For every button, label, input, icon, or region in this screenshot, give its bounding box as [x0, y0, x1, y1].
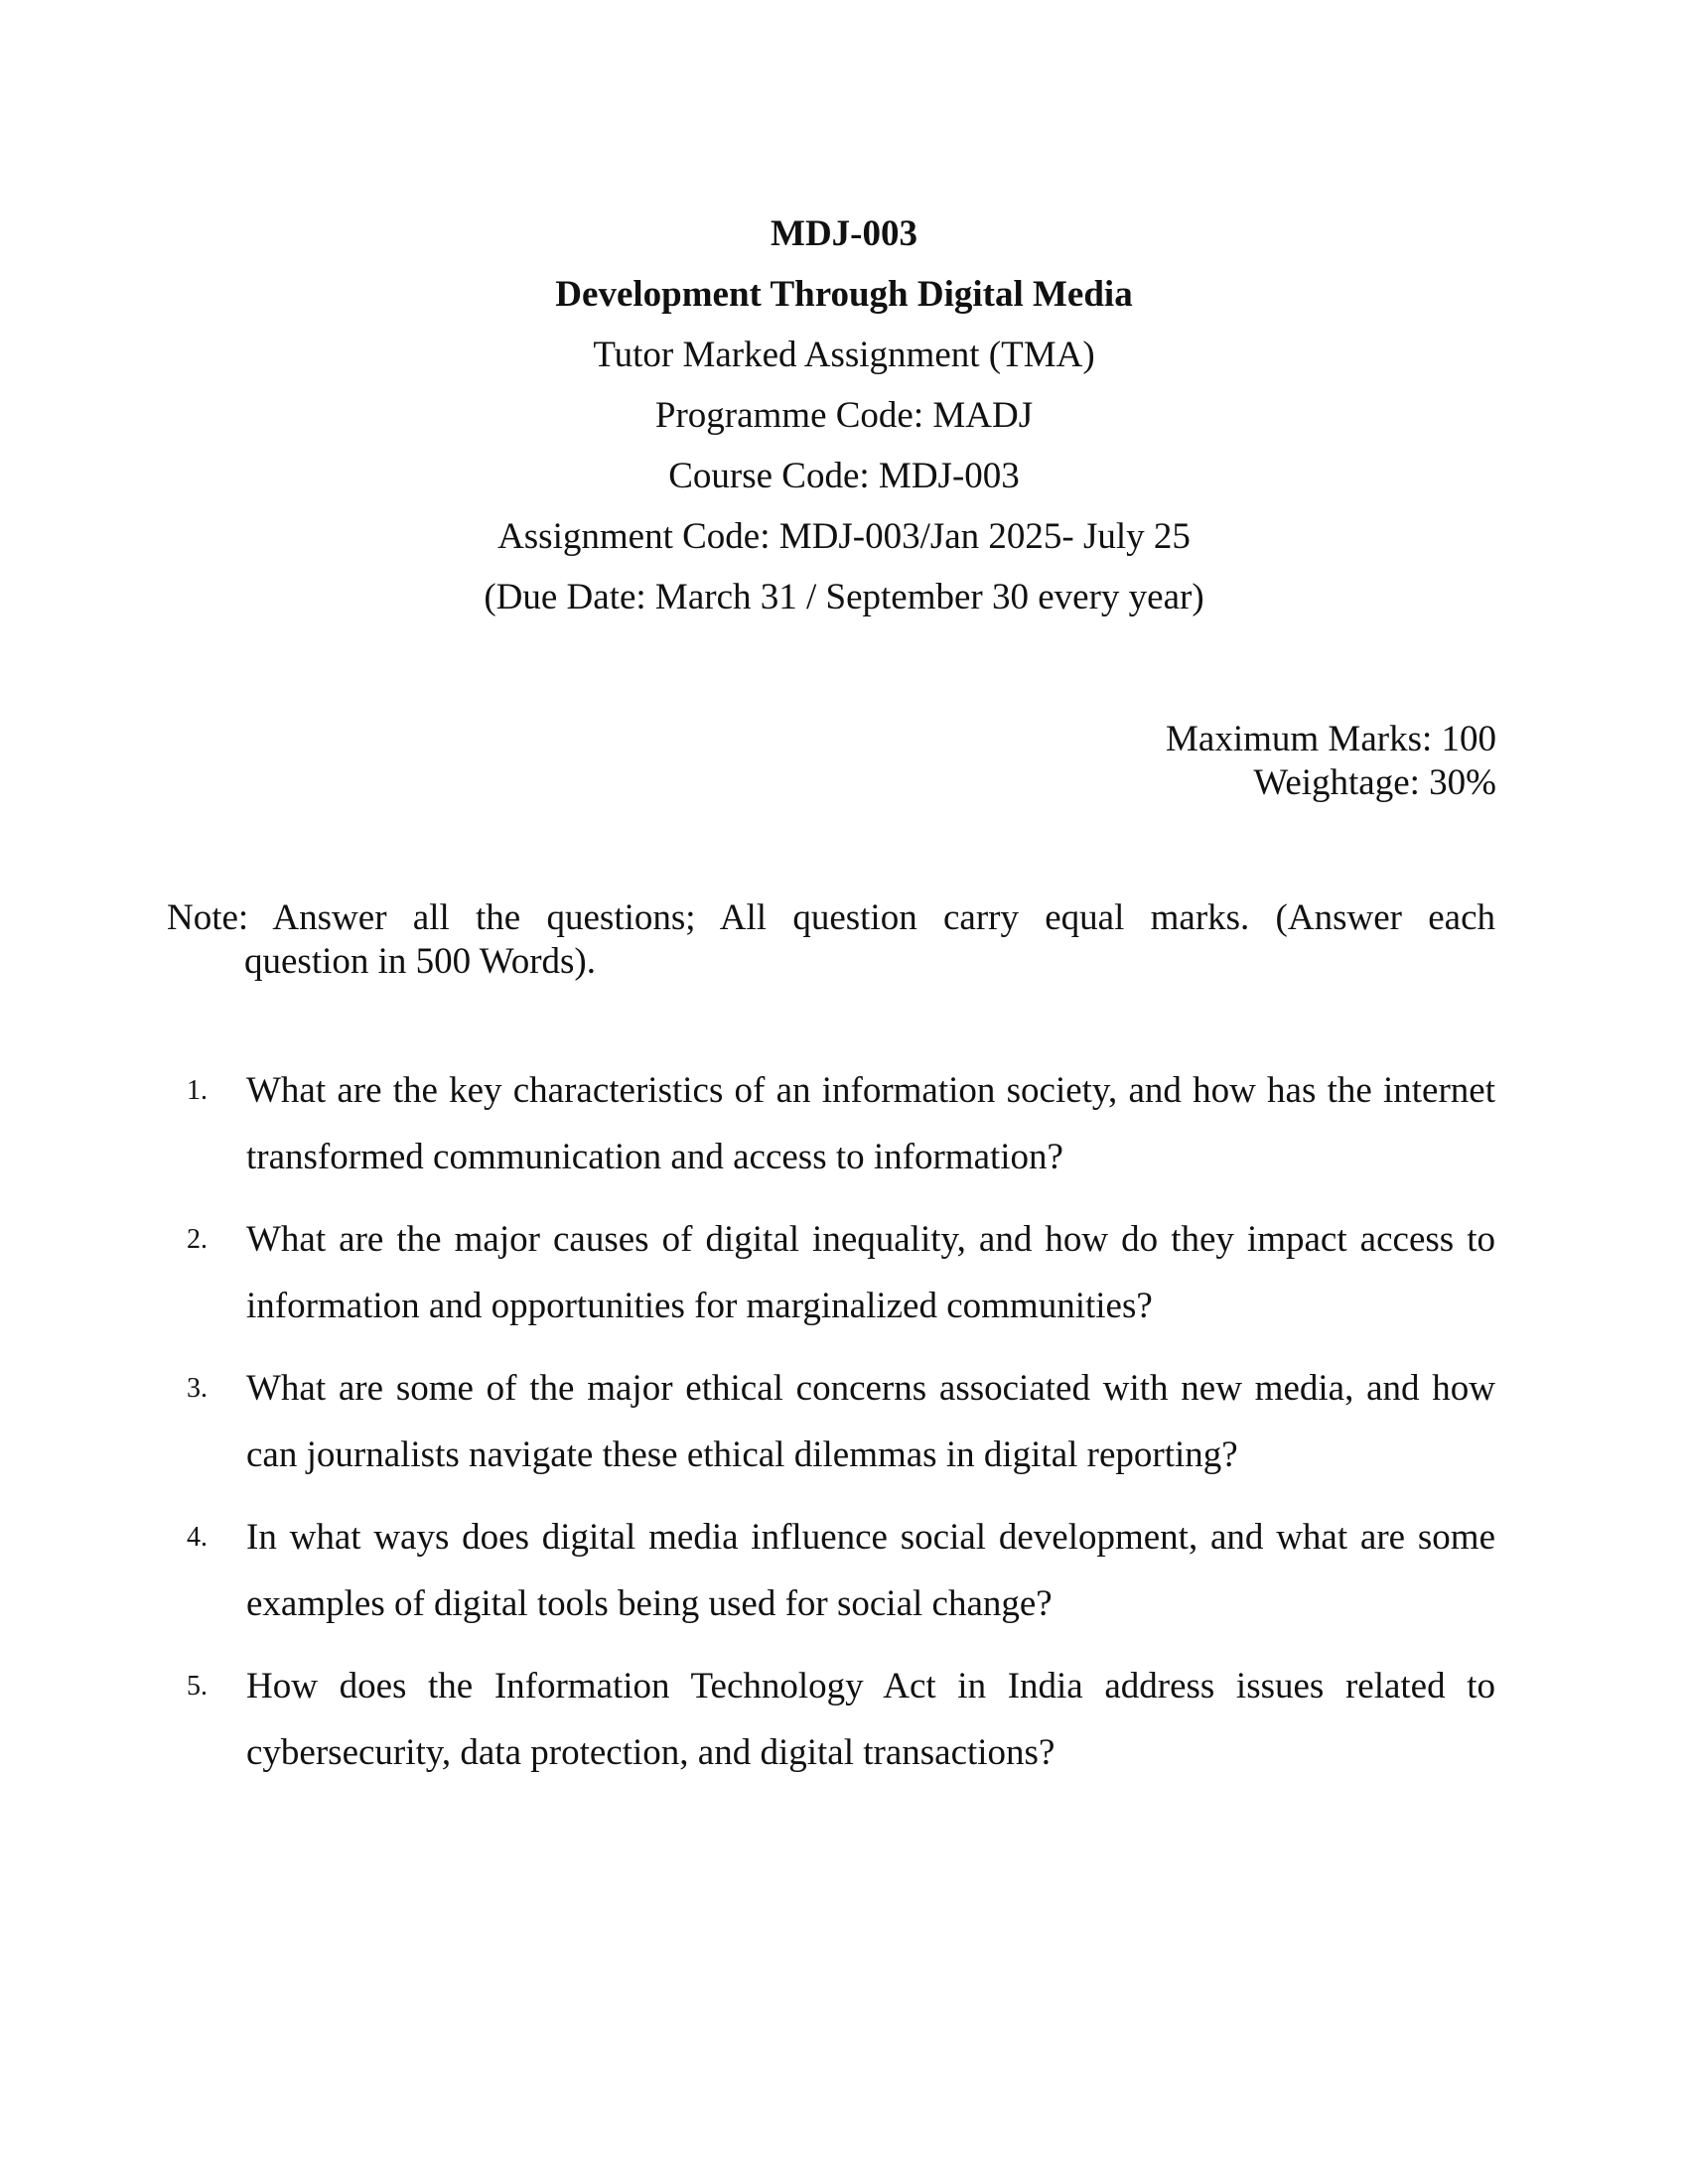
note-line-1: Note: Answer all the questions; All question carry equal marks. (Answer each — [167, 897, 1495, 938]
question-number: 3. — [187, 1373, 208, 1404]
assignment-header — [0, 204, 1688, 627]
question-text: What are the major causes of digital inequality, and how do they impact access to information and opportunities for marginalized communities? — [246, 1219, 1495, 1326]
course-code: Course Code: MDJ-003 — [668, 456, 1020, 496]
question-item — [167, 1504, 1495, 1637]
question-text: What are the key characteristics of an information society, and how has the internet transformed communication and access to information? — [246, 1070, 1495, 1177]
question-list — [167, 1057, 1495, 1802]
question-number: 5. — [187, 1671, 208, 1702]
note-line-2: question in 500 Words). — [244, 941, 596, 982]
question-text: How does the Information Technology Act in India address issues related to cybersecurity, data protection, and digital transactions? — [246, 1666, 1495, 1773]
question-item — [167, 1653, 1495, 1786]
question-number: 4. — [187, 1522, 208, 1553]
question-item — [167, 1206, 1495, 1339]
course-id: MDJ-003 — [771, 213, 917, 254]
question-number: 2. — [187, 1224, 208, 1255]
instructions-note — [167, 896, 1495, 984]
question-number: 1. — [187, 1075, 208, 1106]
programme-code: Programme Code: MADJ — [654, 395, 1034, 436]
course-title: Development Through Digital Media — [555, 274, 1133, 315]
question-text: In what ways does digital media influence social development, and what are some examples of digital tools being used for social change? — [246, 1517, 1495, 1624]
weightage: Weightage: 30% — [1253, 762, 1496, 803]
marks-block — [1166, 718, 1496, 805]
question-text: What are some of the major ethical concerns associated with new media, and how can journalists navigate these ethical dilemmas in digital reporting? — [246, 1368, 1495, 1475]
assignment-code: Assignment Code: MDJ-003/Jan 2025- July 25 — [497, 516, 1191, 557]
due-date: (Due Date: March 31 / September 30 every year) — [484, 577, 1204, 617]
assignment-type: Tutor Marked Assignment (TMA) — [593, 335, 1095, 375]
question-item — [167, 1057, 1495, 1190]
maximum-marks: Maximum Marks: 100 — [1166, 719, 1496, 759]
question-item — [167, 1355, 1495, 1488]
